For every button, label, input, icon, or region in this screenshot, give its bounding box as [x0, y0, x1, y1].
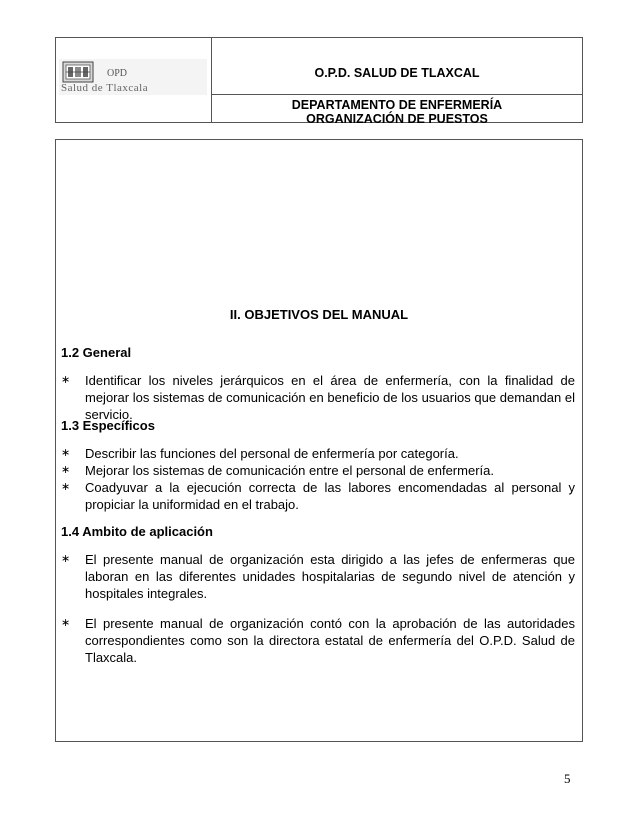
- list-item-text: El presente manual de organización esta dirigido a las jefes de enfermeras que laboran en las diferentes unidades hospitalarias de segundo nivel de atención y hospitales integrales.: [85, 552, 575, 601]
- header-divider-horizontal: [211, 94, 582, 95]
- opd-salud-tlaxcala-logo: [59, 59, 207, 95]
- heading-especificos: 1.3 Específicos: [61, 418, 155, 433]
- page-number: 5: [564, 771, 571, 786]
- bullet-icon: ∗: [61, 447, 71, 459]
- list-item: [61, 615, 575, 666]
- document-name: ORGANIZACIÓN DE PUESTOS: [306, 112, 488, 126]
- list-item-text: El presente manual de organización contó con la aprobación de las autoridades correspondientes como son la directora estatal de enfermería del O.P.D. Salud de Tlaxcala.: [85, 616, 575, 665]
- list-item: [61, 551, 575, 602]
- list-item: [61, 479, 575, 513]
- department-block: [212, 98, 582, 126]
- bullet-icon: ∗: [61, 481, 71, 493]
- heading-ambito: 1.4 Ambito de aplicación: [61, 524, 213, 539]
- content-box: [55, 139, 583, 742]
- list-item-text: Coadyuvar a la ejecución correcta de las labores encomendadas al personal y propiciar la uniformidad en el trabajo.: [85, 480, 575, 512]
- bullet-icon: ∗: [61, 464, 71, 476]
- document-header: [55, 37, 583, 126]
- heading-general: 1.2 General: [61, 345, 132, 360]
- list-item: [61, 372, 575, 423]
- bullet-icon: ∗: [61, 553, 71, 565]
- logo-line-1: OPD: [107, 68, 128, 79]
- department-name: DEPARTAMENTO DE ENFERMERÍA: [291, 98, 503, 112]
- list-item-text: Mejorar los sistemas de comunicación entre el personal de enfermería.: [85, 463, 494, 478]
- coat-of-arms-icon: [63, 62, 93, 82]
- list-item: [61, 445, 575, 462]
- list-item-text: Describir las funciones del personal de enfermería por categoría.: [85, 446, 459, 461]
- logo-line-2: Salud de Tlaxcala: [61, 82, 149, 94]
- list-item: [61, 462, 575, 479]
- list-item-text: Identificar los niveles jerárquicos en el área de enfermería, con la finalidad de mejorar los sistemas de comunicación en beneficio de los usuarios que demandan el servicio.: [85, 373, 575, 422]
- organization-title: O.P.D. SALUD DE TLAXCAL: [314, 66, 480, 80]
- bullet-icon: ∗: [61, 374, 71, 386]
- section-title: II. OBJETIVOS DEL MANUAL: [229, 307, 409, 322]
- bullet-icon: ∗: [61, 617, 71, 629]
